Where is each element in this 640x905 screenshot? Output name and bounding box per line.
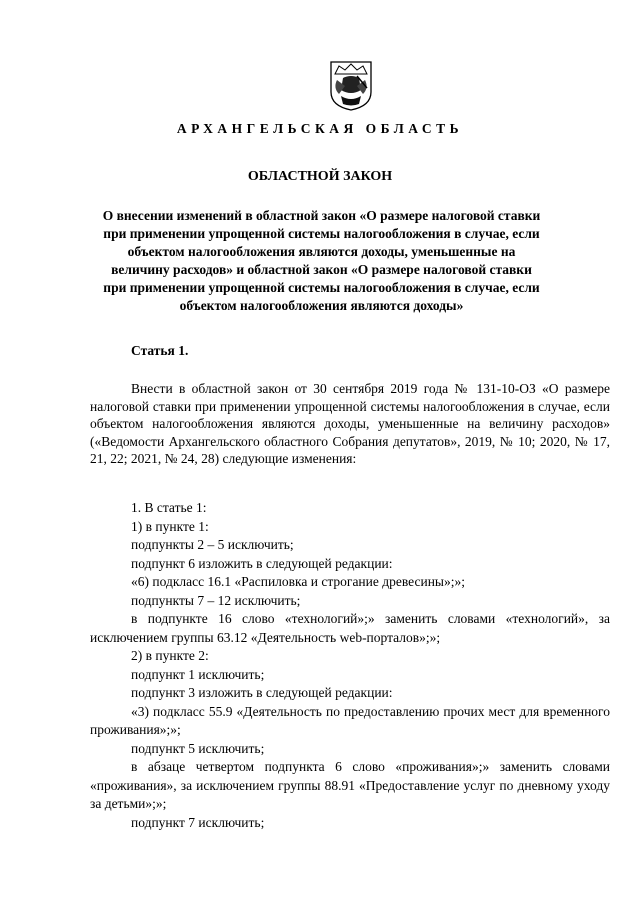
list-item: 2) в пункте 2: <box>131 648 209 663</box>
coat-of-arms-icon <box>329 60 373 112</box>
list-item: в подпункте 16 слово «технологий»;» заменить словами «технологий», за исключением группы 63.12 «Деятельность web-порталов»;»; <box>90 611 610 645</box>
list-item: «3) подкласс 55.9 «Деятельность по предоставлению прочих мест для временного проживания»;»; <box>90 703 610 737</box>
law-subject: О внесении изменений в областной закон «О размере налоговой ставки при применении упрощенной системы налогообложения в случае, если объектом налогообложения являются доходы, уменьшенные на величину расходов» и областной закон «О размере налоговой ставки при применении упрощенной системы налогообложения в случае, если объектом налогообложения являются доходы» <box>102 208 541 313</box>
law-type-title: ОБЛАСТНОЙ ЗАКОН <box>247 169 393 184</box>
list-item: 1. В статье 1: <box>131 500 207 515</box>
amendment-list <box>90 499 610 832</box>
list-item: подпункт 3 изложить в следующей редакции: <box>131 685 393 700</box>
list-item: подпункт 1 исключить; <box>131 666 265 682</box>
list-item: 1) в пункте 1: <box>131 518 209 534</box>
list-item: подпункт 7 исключить; <box>131 814 265 830</box>
article-heading: Статья 1. <box>131 343 189 358</box>
list-item: подпункты 7 – 12 исключить; <box>131 592 301 608</box>
article-intro: Внести в областной закон от 30 сентября 2019 года № 131-10-ОЗ «О размере налоговой ставки при применении упрощенной системы налогообложения в случае, если объектом налогообложения являются доходы, уменьшенные на величину расходов» («Ведомости Архангельского областного Собрания депутатов», 2019, № 10; 2020, № 17, 21, 22; 2021, № 24, 28) следующие изменения: <box>90 381 610 467</box>
list-item: подпункт 6 изложить в следующей редакции: <box>131 555 393 571</box>
list-item: подпункты 2 – 5 исключить; <box>131 537 294 552</box>
list-item: в абзаце четвертом подпункта 6 слово «проживания»;» заменить словами «проживания», за исключением группы 88.91 «Предоставление услуг по дневному уходу за детьми»;»; <box>90 759 610 811</box>
list-item: подпункт 5 исключить; <box>131 740 265 756</box>
region-name: АРХАНГЕЛЬСКАЯ ОБЛАСТЬ <box>176 121 464 136</box>
list-item: «6) подкласс 16.1 «Распиловка и строгание древесины»;»; <box>131 574 465 589</box>
